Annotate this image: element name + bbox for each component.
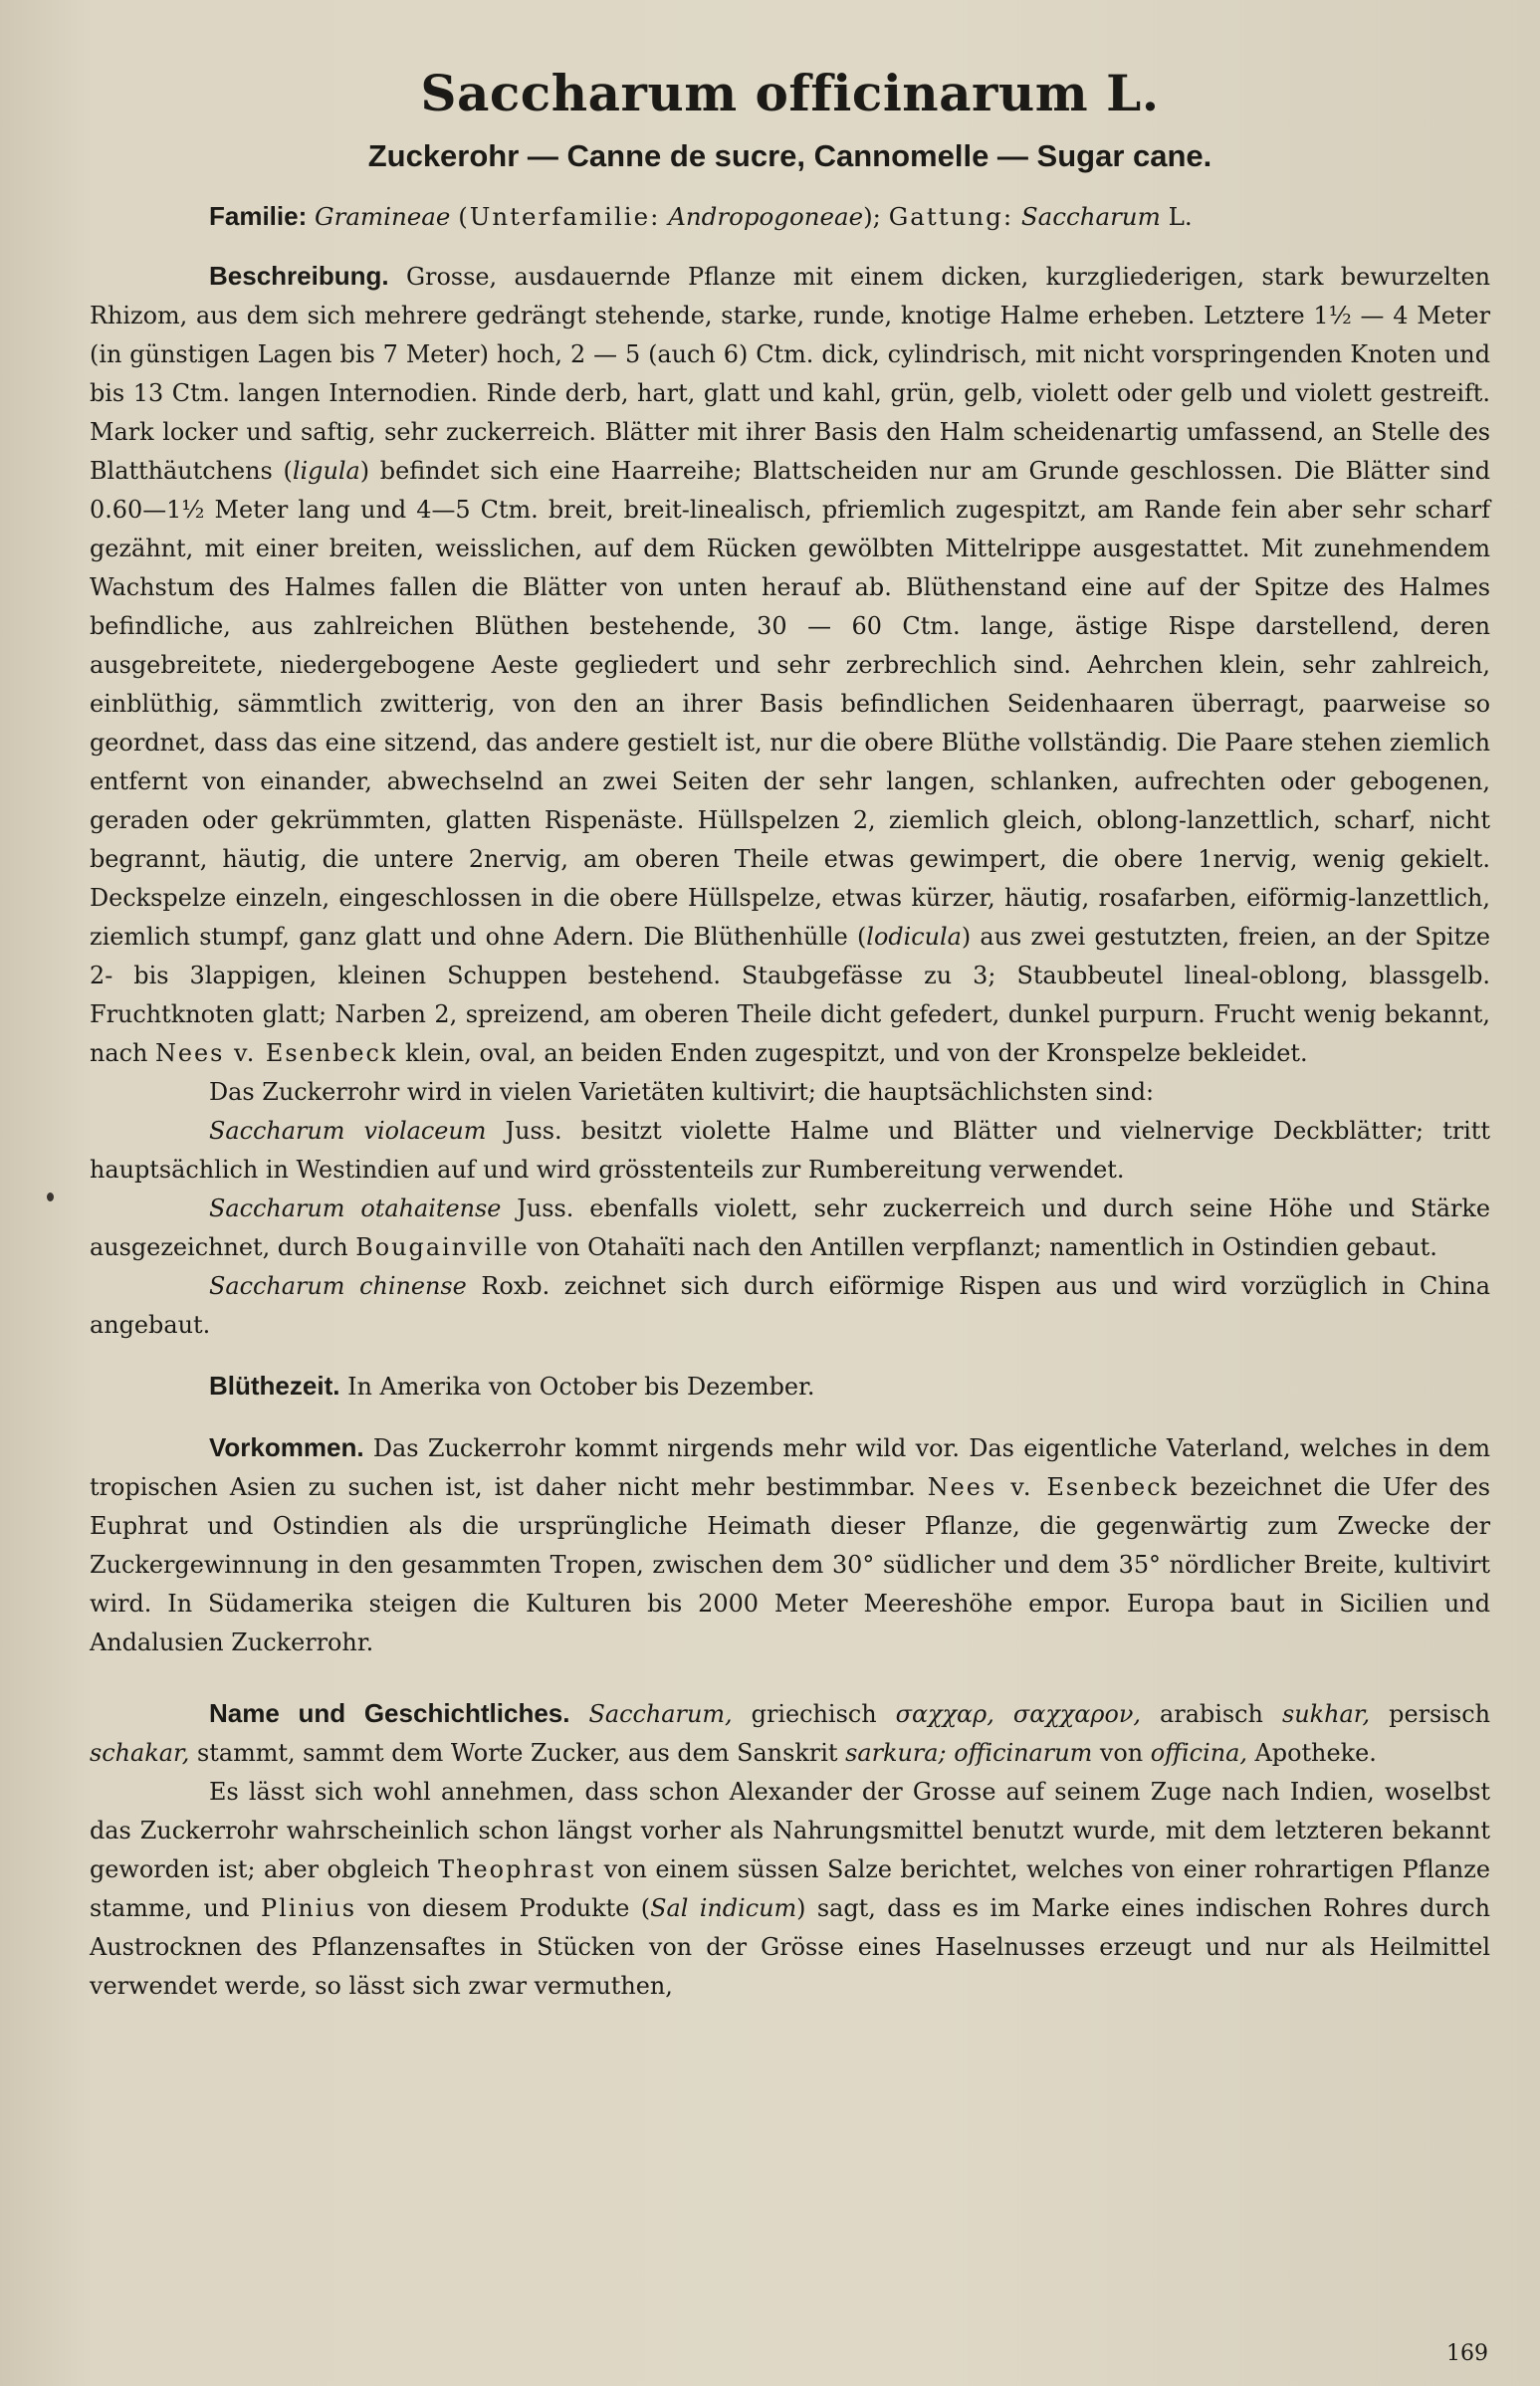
variety-text: Juss. besitzt violette Halme und Blätter und vielnervige Deckblätter; tritt hauptsächlich in Westindien auf und wird grösstenteils zur Rumbereitung verwendet.: [90, 1117, 1490, 1184]
description-paragraph: [90, 257, 1490, 1073]
variety-text: Juss. ebenfalls violett, sehr zuckerreich und durch seine Höhe und Stärke ausgezeichnet, durch: [90, 1194, 1490, 1261]
description-text: ) befindet sich eine Haarreihe; Blattscheiden nur am Grunde geschlossen. Die Blätter sind 0.60—1½ Meter lang und 4—5 Ctm. breit, breit-linealisch, pfriemlich zugespitzt, am Rande fein aber sehr scharf gezähnt, mit einer breiten, weisslichen, auf dem Rücken gewölbten Mittelrippe ausgestattet. Mit zunehmendem Wachstum des Halmes fallen die Blätter von unten herauf ab. Blüthenstand eine auf der Spitze des Halmes befindliche, aus zahlreichen Blüthen bestehende, 30 — 60 Ctm. lange, ästige Rispe darstellend, deren ausgebreitete, niedergebogene Aeste gegliedert und sehr zerbrechlich sind. Aehrchen klein, sehr zahlreich, einblüthig, sämmtlich zwitterig, von den an ihrer Basis befindlichen Seidenhaaren überragt, paarweise so geordnet, dass das eine sitzend, das andere gestielt ist, nur die obere Blüthe vollständig. Die Paare stehen ziemlich entfernt von einander, abwechselnd an zwei Seiten der sehr langen, schlanken, aufrechten oder gebogenen, geraden oder gekrümmten, glatten Rispenäste. Hüllspelzen 2, ziemlich gleich, oblong-lanzettlich, scharf, nicht begrannt, häutig, die untere 2nervig, am oberen Theile etwas gewimpert, die obere 1nervig, wenig gekielt. Deckspelze einzeln, eingeschlossen in die obere Hüllspelze, etwas kürzer, häutig, rosafarben, eiförmig-lanzettlich, ziemlich stumpf, ganz glatt und ohne Adern. Die Blüthenhülle (: [90, 457, 1490, 951]
history-text: von diesem Produkte (: [356, 1894, 651, 1922]
description-heading: Beschreibung.: [209, 261, 389, 291]
term-officinarum: officinarum: [954, 1739, 1093, 1767]
common-names: Zuckerohr — Canne de sucre, Cannomelle — Sugar cane.: [367, 138, 1212, 173]
name-history-paragraph: [90, 1694, 1490, 1773]
occurrence-text: bezeichnet die Ufer des Euphrat und Ostindien als die ursprüngliche Heimath dieser Pflanze, die gegenwärtig zum Zwecke der Zuckergewinnung in den gesammten Tropen, zwischen dem 30° südlicher und dem 35° nördlicher Breite, kultivirt wird. In Südamerika steigen die Kulturen bis 2000 Meter Meereshöhe empor. Europa baut in Sicilien und Andalusien Zuckerrohr.: [90, 1473, 1490, 1656]
subfamily-name: Andropogoneae: [668, 202, 864, 231]
family-name: Gramineae: [315, 202, 451, 231]
author-name: Bougainville: [355, 1233, 530, 1261]
author-name: Nees v. Esenbeck: [155, 1039, 398, 1067]
subfamily-label: (Unterfamilie:: [458, 202, 661, 231]
occurrence-heading: Vorkommen.: [209, 1432, 364, 1462]
history-paragraph: [90, 1773, 1490, 2006]
taxonomy-separator: );: [863, 202, 881, 231]
varieties-intro: Das Zuckerrohr wird in vielen Varietäten kultivirt; die hauptsächlichsten sind:: [209, 1078, 1155, 1106]
flowering-heading: Blüthezeit.: [209, 1371, 340, 1401]
genus-author: L.: [1168, 202, 1193, 231]
author-name: Nees v. Esenbeck: [927, 1473, 1179, 1501]
term-lodicula: lodicula: [866, 923, 962, 951]
variety-violaceum: [90, 1112, 1490, 1190]
ink-speck: [47, 1193, 54, 1201]
variety-name: Saccharum chinense: [209, 1272, 467, 1300]
occurrence-text: Das Zuckerrohr kommt nirgends mehr wild vor. Das eigentliche Vaterland, welches in dem tropischen Asien zu suchen ist, ist daher nicht mehr bestimmbar.: [90, 1434, 1490, 1501]
author-name: Theophrast: [438, 1855, 596, 1883]
page-title: Saccharum officinarum L.: [420, 64, 1160, 122]
term-ligula: ligula: [292, 457, 360, 485]
variety-name: Saccharum otahaitense: [209, 1194, 502, 1222]
term-saccharum: Saccharum,: [588, 1700, 733, 1728]
etymology-text: arabisch: [1140, 1700, 1282, 1728]
term-officina: officina,: [1150, 1739, 1247, 1767]
flowering-paragraph: [90, 1367, 1490, 1407]
variety-text: Roxb. zeichnet sich durch eiförmige Rispen aus und wird vorzüglich in China angebaut.: [90, 1272, 1490, 1339]
genus-name: Saccharum: [1020, 202, 1161, 231]
history-text: ) sagt, dass es im Marke eines indischen Rohres durch Austrocknen des Pflanzensaftes in Stücken von der Grösse eines Haselnusses erzeugt und nur als Heilmittel verwendet werde, so lässt sich zwar vermuthen,: [90, 1894, 1490, 2000]
genus-label: Gattung:: [888, 202, 1014, 231]
variety-otahaitense: [90, 1190, 1490, 1267]
family-label: Familie:: [209, 201, 308, 231]
etymology-text: von: [1092, 1739, 1151, 1767]
taxonomy-line: [90, 198, 1490, 235]
description-text: Grosse, ausdauernde Pflanze mit einem dicken, kurzgliederigen, stark bewurzelten Rhizom, aus dem sich mehrere gedrängt stehende, starke, runde, knotige Halme erheben. Letztere 1½ — 4 Meter (in günstigen Lagen bis 7 Meter) hoch, 2 — 5 (auch 6) Ctm. dick, cylindrisch, mit nicht vorspringenden Knoten und bis 13 Ctm. langen Internodien. Rinde derb, hart, glatt und kahl, grün, gelb, violett oder gelb und violett gestreift. Mark locker und saftig, sehr zuckerreich. Blätter mit ihrer Basis den Halm scheidenartig umfassend, an Stelle des Blatthäutchens (: [90, 263, 1490, 485]
page-number: 169: [1446, 2341, 1488, 2366]
etymology-text: persisch: [1370, 1700, 1490, 1728]
occurrence-paragraph: [90, 1428, 1490, 1662]
arabic-term: sukhar,: [1281, 1700, 1371, 1728]
persian-term: schakar,: [90, 1739, 190, 1767]
sanskrit-term: sarkura;: [845, 1739, 947, 1767]
etymology-text: stammt, sammt dem Worte Zucker, aus dem Sanskrit: [189, 1739, 846, 1767]
variety-chinense: [90, 1267, 1490, 1345]
etymology-text: Apotheke.: [1246, 1739, 1377, 1767]
flowering-text: In Amerika von October bis Dezember.: [347, 1373, 815, 1401]
greek-term: σαχχαρον,: [1012, 1700, 1141, 1728]
etymology-text: griechisch: [732, 1700, 896, 1728]
history-text: Es lässt sich wohl annehmen, dass schon Alexander der Grosse auf seinem Zuge nach Indien, woselbst das Zuckerrohr wahrscheinlich schon längst vorher als Nahrungsmittel benutzt wurde, mit dem letzteren bekannt geworden ist; aber obgleich: [90, 1778, 1490, 1883]
history-text: von einem süssen Salze berichtet, welches von einer rohrartigen Pflanze stamme, und: [90, 1855, 1490, 1922]
author-name: Plinius: [261, 1894, 357, 1922]
greek-term: σαχχαρ,: [895, 1700, 994, 1728]
term-sal-indicum: Sal indicum: [650, 1894, 797, 1922]
description-text: klein, oval, an beiden Enden zugespitzt, und von der Kronspelze bekleidet.: [397, 1039, 1308, 1067]
description-text: ) aus zwei gestutzten, freien, an der Spitze 2- bis 3lappigen, kleinen Schuppen bestehend. Staubgefässe zu 3; Staubbeutel lineal-oblong, blassgelb. Fruchtknoten glatt; Narben 2, spreizend, am oberen Theile dicht gefedert, dunkel purpurn. Frucht wenig bekannt, nach: [90, 923, 1491, 1067]
variety-text: von Otahaïti nach den Antillen verpflanzt; namentlich in Ostindien gebaut.: [529, 1233, 1437, 1261]
variety-name: Saccharum violaceum: [209, 1117, 487, 1145]
name-history-heading: Name und Geschichtliches.: [209, 1698, 570, 1728]
